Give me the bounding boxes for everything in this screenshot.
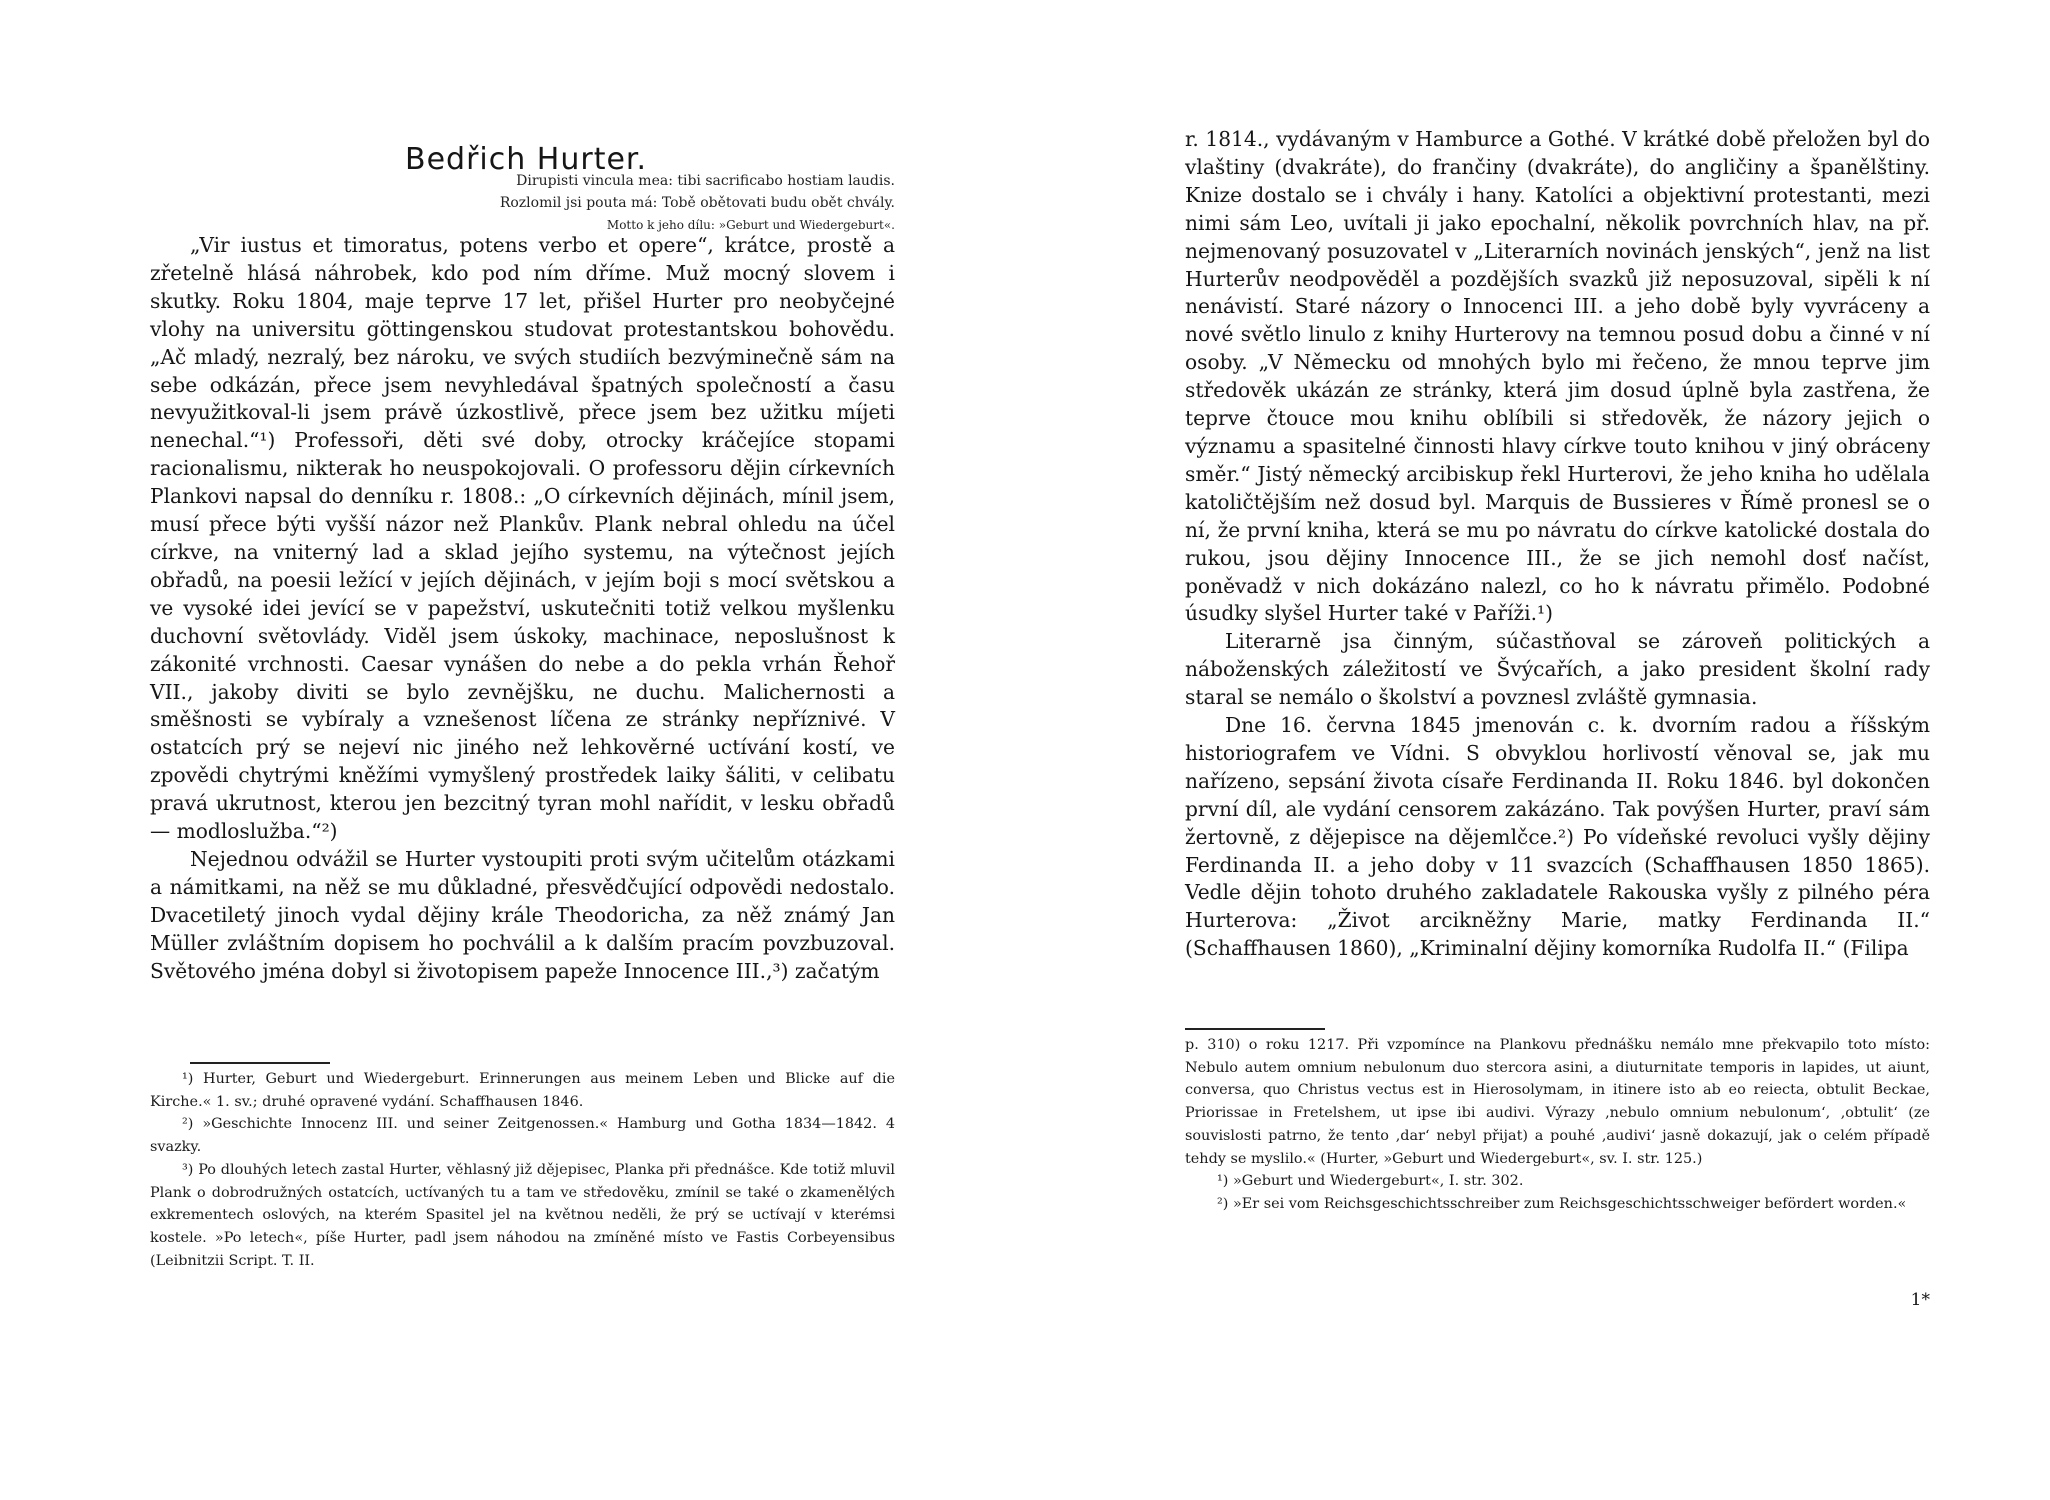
footnote-rule <box>1185 1028 1325 1030</box>
page-number: 1* <box>1910 1290 1930 1310</box>
paragraph: „Vir iustus et timoratus, potens verbo et opere“, krátce, prostě a zřetelně hlásá náhrobek, kdo pod ním dříme. Muž mocný slovem i skutky. Roku 1804, maje teprve 17 let, přišel Hurter pro neobyčejné vlohy na universitu göttingenskou studovat protestantskou bohovědu. „Ač mladý, nezralý, bez nároku, ve svých studiích bezvýminečně sám na sebe odkázán, přece jsem nevyhledával špatných společností a času nevyužitkoval-li jsem právě úzkostlivě, přece jsem bez užitku míjeti nenechal.“¹) Professoři, děti své doby, otrocky kráčejíce stopami racionalismu, nikterak ho neuspokojovali. O professoru dějin církevních Plankovi napsal do denníku r. 1808.: „O církevních dějinách, mínil jsem, musí přece býti vyšší názor než Plankův. Plank nebral ohledu na účel církve, na vniterný lad a sklad jejího systemu, na výtečnost jejích obřadů, na poesii ležící v jejích dějinách, v jejím boji s mocí světskou a ve vysoké idei jevící se v papežství, uskutečniti totiž velkou myšlenku duchovní světovlády. Viděl jsem úskoky, machinace, neposlušnost k zákonité vrchnosti. Caesar vynášen do nebe a do pekla vrhán Řehoř VII., jakoby diviti se bylo zevnějšku, ne duchu. Malichernosti a směšnosti se vybíraly a vznešenost líčena ze stránky nepříznivé. V ostatcích prý se nejeví nic jiného než lehkověrné uctívání kostí, ve zpovědi chytrými kněžími vymyšlený prostředek laiky šáliti, v celibatu pravá ukrutnost, kterou jen bezcitný tyran mohl nařídit, v lesku obřadů — modloslužba.“²) <box>150 233 895 844</box>
left-body <box>150 232 895 985</box>
right-body <box>1185 126 1930 963</box>
footnote: ³) Po dlouhých letech zastal Hurter, věhlasný již dějepisec, Planka při přednášce. Kde totiž mluvil Plank o dobrodružných ostatcích, uctívaných tu a tam ve středověku, zmínil se také o zkamenělých exkrementech oslových, na kterém Spasitel jel na květnou neděli, že prý se uctívají v kterémsi kostele. »Po letech«, píše Hurter, padl jsem náhodou na zmíněné místo ve Fastis Corbeyensibus (Leibnitzii Script. T. II. <box>150 1161 895 1269</box>
footnote: ²) »Geschichte Innocenz III. und seiner Zeitgenossen.« Hamburg und Gotha 1834—1842. 4 svazky. <box>150 1116 895 1156</box>
footnote-rule <box>190 1062 330 1064</box>
chapter-title: Bedřich Hurter. <box>405 142 648 178</box>
footnote: p. 310) o roku 1217. Při vzpomínce na Plankovu přednášku nemálo mne překvapilo toto místo: Nebulo autem omnium nebulonum duo stercora asini, a diuturnitate temporis in lapides, ut aiunt, conversa, quo Christus vectus est in Hierosolymam, in itinere isto ab eo reiecta, obtulit Beckae, Priorissae in Fretelshem, ut ipse ibi audivi. Výrazy ,nebulo omnium nebulonum‘, ,obtulit‘ (ze souvislosti patrno, že tento ,dar‘ nebyl přijat) a pouhé ,audivi‘ jasně dokazují, jak o celém případě tehdy se myslilo.« (Hurter, »Geburt und Wiedergeburt«, sv. I. str. 125.) <box>1185 1037 1930 1167</box>
footnote: ¹) »Geburt und Wiedergeburt«, I. str. 302. <box>1217 1173 1524 1190</box>
motto-source: Motto k jeho dílu: »Geburt und Wiedergeburt«. <box>606 218 895 232</box>
left-page <box>150 0 895 1500</box>
right-page <box>1185 0 1930 1500</box>
motto-latin: Dirupisti vincula mea: tibi sacrificabo hostiam laudis. <box>516 173 895 189</box>
paragraph: r. 1814., vydávaným v Hamburce a Gothé. V krátké době přeložen byl do vlaštiny (dvakráte), do frančiny (dvakráte), do angličiny a španělštiny. Knize dostalo se i chvály i hany. Katolíci a objektivní protestanti, mezi nimi sám Leo, uvítali ji jako epochalní, několik povrchních hlav, na př. nejmenovaný posuzovatel v „Literarních novinách jenských“, jenž na list Hurterův neodpověděl a pozdějších svazků již neposuzoval, sipěli k ní nenávistí. Staré názory o Innocenci III. a jeho době byly vyvráceny a nové světlo linulo z knihy Hurterovy na temnou posud dobu a činné v ní osoby. „V Německu od mnohých bylo mi řečeno, že mnou teprve jim středověk ukázán ze stránky, která jim dosud úplně byla zastřena, že teprve čtouce mou knihu oblíbili si středověk, že názory jejich o významu a spasitelné činnosti hlavy církve touto knihou v jiný obráceny směr.“ Jistý německý arcibiskup řekl Hurterovi, že jeho kniha ho udělala katoličtějším než dosud byl. Marquis de Bussieres v Římě pronesl se o ní, že první kniha, která se mu po návratu do církve katolické dostala do rukou, jsou dějiny Innocence III., že se jich nemohl dosť načíst, poněvadž v nich dokázáno nalezl, co ho k návratu přimělo. Podobné úsudky slyšel Hurter také v Paříži.¹) <box>1185 127 1930 626</box>
footnote: ²) »Er sei vom Reichsgeschichtsschreiber zum Reichsgeschichtsschweiger befördert worden.« <box>1217 1195 1907 1212</box>
paragraph: Nejednou odvážil se Hurter vystoupiti proti svým učitelům otázkami a námitkami, na něž se mu důkladné, přesvědčující odpovědi nedostalo. Dvacetiletý jinoch vydal dějiny krále Theodoricha, za něž známý Jan Müller zvláštním dopisem ho pochválil a k dalším pracím povzbuzoval. Světového jména dobyl si životopisem papeže Innocence III.,³) začatým <box>150 846 895 983</box>
motto <box>335 170 895 236</box>
footnote: ¹) Hurter, Geburt und Wiedergeburt. Erinnerungen aus meinem Leben und Blicke auf die Kirche.« 1. sv.; druhé opravené vydání. Schaffhausen 1846. <box>150 1071 895 1110</box>
right-footnotes <box>1185 1034 1930 1216</box>
paragraph: Literarně jsa činným, súčastňoval se zároveň politických a náboženských záležitostí ve Švýcařích, a jako president školní rady staral se nemálo o školství a povznesl zvláště gymnasia. <box>1185 629 1930 710</box>
motto-czech: Rozlomil jsi pouta má: Tobě obětovati budu obět chvály. <box>499 195 895 211</box>
paragraph: Dne 16. června 1845 jmenován c. k. dvorním radou a říšským historiografem ve Vídni. S obvyklou horlivostí věnoval se, jak mu nařízeno, sepsání života císaře Ferdinanda II. Roku 1846. byl dokončen první díl, ale vydání censorem zakázáno. Tak povýšen Hurter, praví sám žertovně, z dějepisce na dějemlčce.²) Po vídeňské revoluci vyšly dějiny Ferdinanda II. a jeho doby v 11 svazcích (Schaffhausen 1850 1865). Vedle dějin tohoto druhého zakladatele Rakouska vyšly z pilného péra Hurterova: „Život arcikněžny Marie, matky Ferdinanda II.“ (Schaffhausen 1860), „Kriminalní dějiny komorníka Rudolfa II.“ (Filipa <box>1185 713 1930 961</box>
left-footnotes <box>150 1068 895 1272</box>
